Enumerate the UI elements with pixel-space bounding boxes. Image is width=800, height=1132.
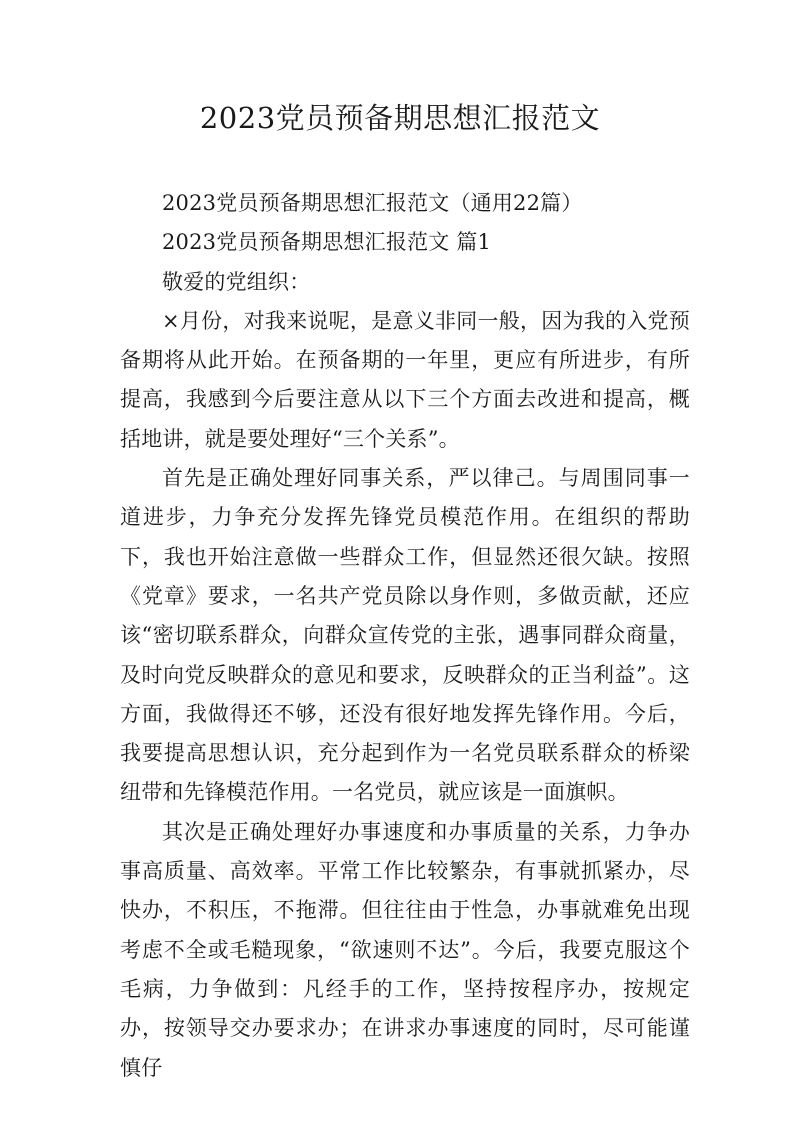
body-paragraph: 其次是正确处理好办事速度和办事质量的关系，力争办事高质量、高效率。平常工作比较繁杂，有事就抓紧办，尽快办，不积压，不拖滞。但往往由于性急，办事就难免出现考虑不全或毛糙现象，“欲速则不达”。今后，我要克服这个毛病，力争做到：凡经手的工作，坚持按程序办，按规定办，按领导交办要求办；在讲求办事速度的同时，尽可能谨慎仔	[120, 819, 690, 1080]
section-heading: 2023党员预备期思想汇报范文 篇1	[162, 230, 492, 255]
salutation: 敬爱的党组织：	[162, 269, 311, 294]
body-paragraph: 首先是正确处理好同事关系，严以律己。与周围同事一道进步，力争充分发挥先锋党员模范作用。在组织的帮助下，我也开始注意做一些群众工作，但显然还很欠缺。按照《党章》要求，一名共产党员除以身作则，多做贡献，还应该“密切联系群众，向群众宣传党的主张，遇事同群众商量，及时向党反映群众的意见和要求，反映群众的正当利益”。这方面，我做得还不够，还没有很好地发挥先锋作用。今后，我要提高思想认识，充分起到作为一名党员联系群众的桥梁纽带和先锋模范作用。一名党员，就应该是一面旗帜。	[120, 466, 690, 805]
document-title: 2023党员预备期思想汇报范文	[199, 101, 601, 135]
subtitle-line: 2023党员预备期思想汇报范文（通用22篇）	[162, 191, 583, 215]
document-body	[120, 184, 690, 1088]
body-paragraph: ×月份，对我来说呢，是意义非同一般，因为我的入党预备期将从此开始。在预备期的一年里，更应有所进步，有所提高，我感到今后要注意从以下三个方面去改进和提高，概括地讲，就是要处理好“三个关系”。	[120, 308, 690, 451]
